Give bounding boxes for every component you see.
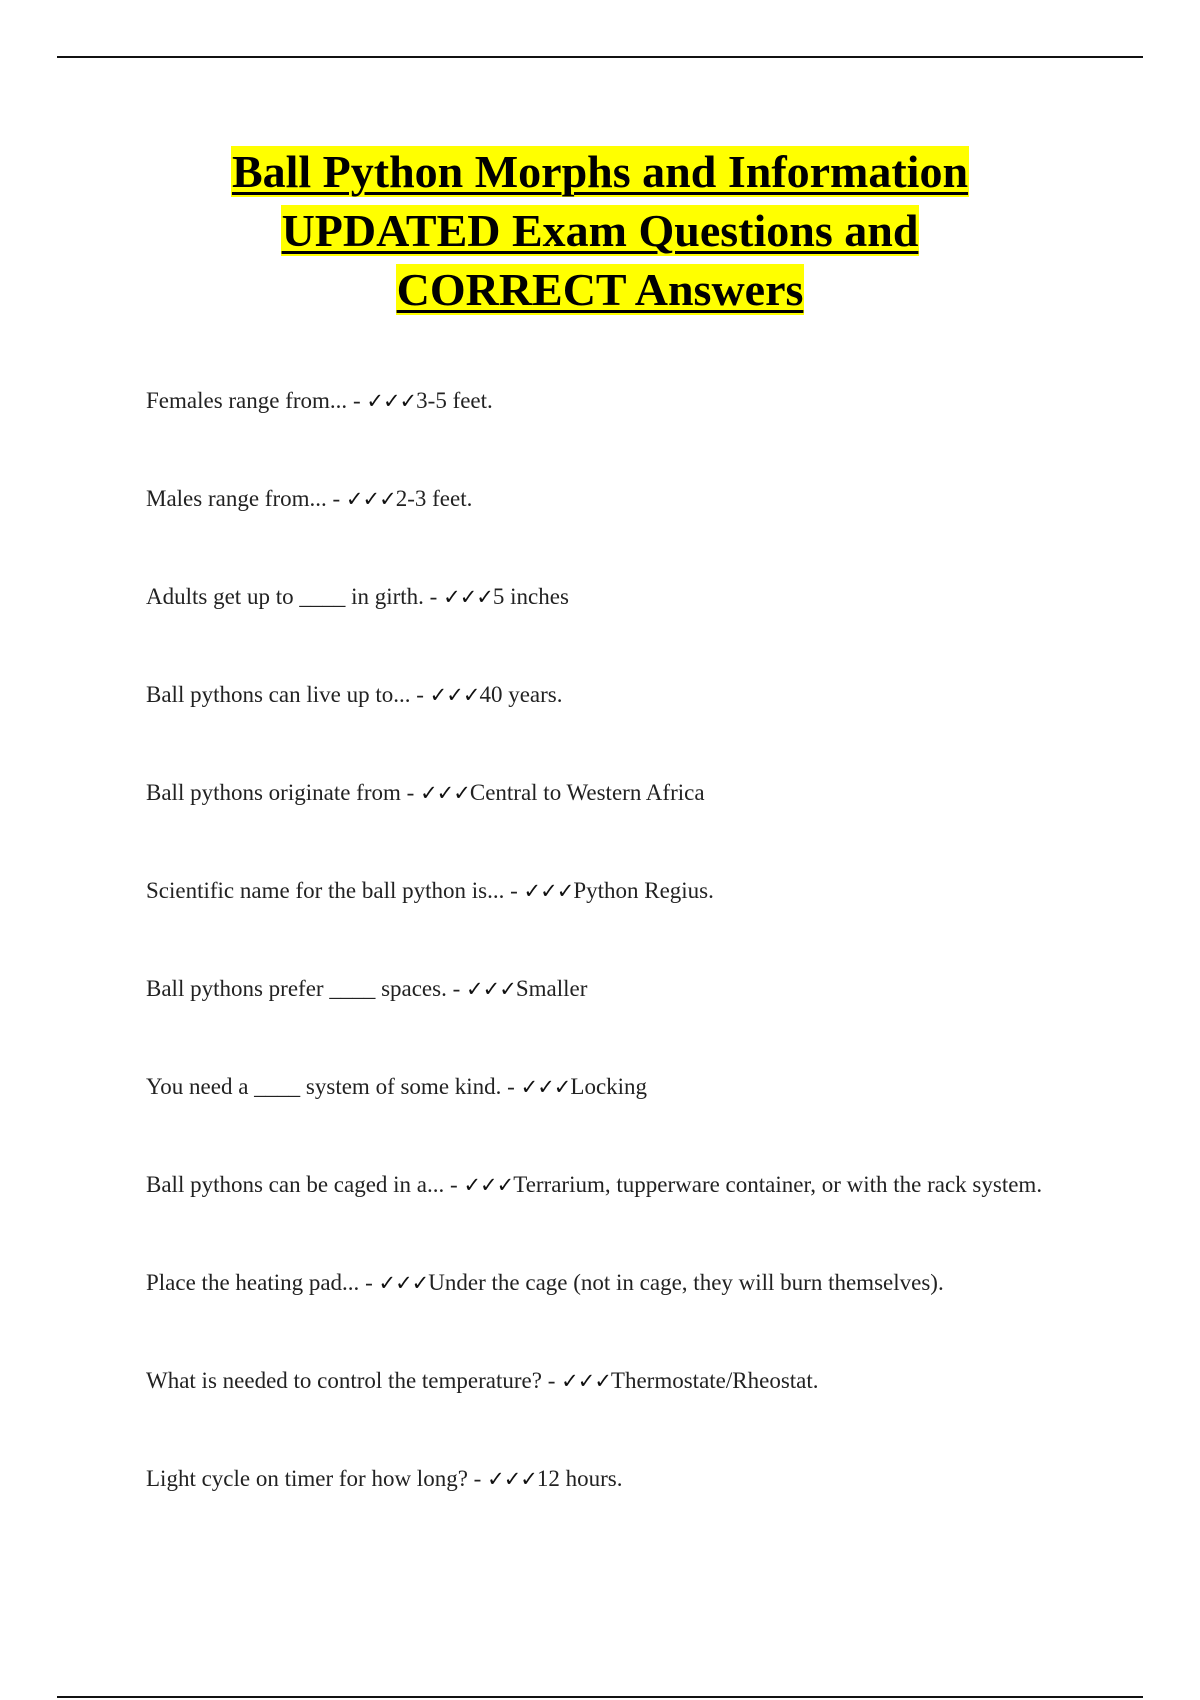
- question-text: Light cycle on timer for how long?: [146, 1466, 468, 1491]
- separator: -: [467, 1466, 488, 1491]
- question-text: Ball pythons prefer ____ spaces.: [146, 976, 447, 1001]
- qa-item: [146, 580, 1046, 614]
- separator: -: [347, 388, 367, 413]
- separator: -: [501, 1074, 521, 1099]
- question-text: You need a ____ system of some kind.: [146, 1074, 502, 1099]
- qa-item: [146, 1462, 1046, 1496]
- separator: -: [359, 1270, 379, 1295]
- answer-text: Central to Western Africa: [469, 780, 705, 805]
- question-text: Males range from...: [146, 486, 327, 511]
- title-line-3: CORRECT Answers: [396, 264, 804, 315]
- separator: -: [423, 584, 444, 609]
- answer-text: Under the cage (not in cage, they will burn themselves).: [428, 1270, 944, 1295]
- qa-item: [146, 1266, 1046, 1300]
- bottom-rule: [57, 1696, 1143, 1698]
- qa-item: [146, 678, 1046, 712]
- qa-item: [146, 972, 1046, 1006]
- answer-text: 12 hours.: [536, 1466, 623, 1491]
- separator: -: [326, 486, 346, 511]
- answer-text: Terrarium, tupperware container, or with the rack system.: [513, 1172, 1043, 1197]
- title-line-1: Ball Python Morphs and Information: [231, 146, 969, 197]
- qa-item: [146, 874, 1046, 908]
- check-marks-icon: ✓✓✓: [443, 585, 493, 609]
- document-title: [0, 142, 1200, 319]
- check-marks-icon: ✓✓✓: [378, 1271, 429, 1295]
- answer-text: 5 inches: [492, 584, 569, 609]
- separator: -: [400, 780, 421, 805]
- question-text: Ball pythons can be caged in a...: [146, 1172, 445, 1197]
- qa-item: [146, 1070, 1046, 1104]
- title-line-2: UPDATED Exam Questions and: [281, 205, 919, 256]
- top-rule: [57, 56, 1143, 58]
- separator: -: [541, 1368, 562, 1393]
- check-marks-icon: ✓✓✓: [561, 1369, 611, 1393]
- qa-list: [146, 384, 1046, 1496]
- qa-item: [146, 1168, 1046, 1202]
- check-marks-icon: ✓✓✓: [520, 1075, 571, 1099]
- answer-text: Smaller: [515, 976, 588, 1001]
- question-text: Place the heating pad...: [146, 1270, 360, 1295]
- qa-item: [146, 776, 1046, 810]
- check-marks-icon: ✓✓✓: [487, 1467, 537, 1491]
- check-marks-icon: ✓✓✓: [420, 781, 470, 805]
- check-marks-icon: ✓✓✓: [345, 487, 396, 511]
- question-text: What is needed to control the temperature?: [146, 1368, 542, 1393]
- answer-text: Python Regius.: [573, 878, 714, 903]
- question-text: Ball pythons originate from: [146, 780, 401, 805]
- question-text: Scientific name for the ball python is...: [146, 878, 505, 903]
- answer-text: Locking: [570, 1074, 648, 1099]
- qa-item: [146, 482, 1046, 516]
- answer-text: 2-3 feet.: [395, 486, 473, 511]
- check-marks-icon: ✓✓✓: [463, 1173, 514, 1197]
- check-marks-icon: ✓✓✓: [366, 389, 417, 413]
- qa-item: [146, 1364, 1046, 1398]
- question-text: Adults get up to ____ in girth.: [146, 584, 424, 609]
- separator: -: [504, 878, 524, 903]
- separator: -: [446, 976, 467, 1001]
- question-text: Females range from...: [146, 388, 348, 413]
- check-marks-icon: ✓✓✓: [429, 683, 480, 707]
- question-text: Ball pythons can live up to...: [146, 682, 411, 707]
- qa-item: [146, 384, 1046, 418]
- separator: -: [410, 682, 430, 707]
- separator: -: [444, 1172, 464, 1197]
- answer-text: 40 years.: [479, 682, 563, 707]
- check-marks-icon: ✓✓✓: [466, 977, 516, 1001]
- answer-text: Thermostate/Rheostat.: [610, 1368, 819, 1393]
- answer-text: 3-5 feet.: [416, 388, 493, 413]
- check-marks-icon: ✓✓✓: [523, 879, 574, 903]
